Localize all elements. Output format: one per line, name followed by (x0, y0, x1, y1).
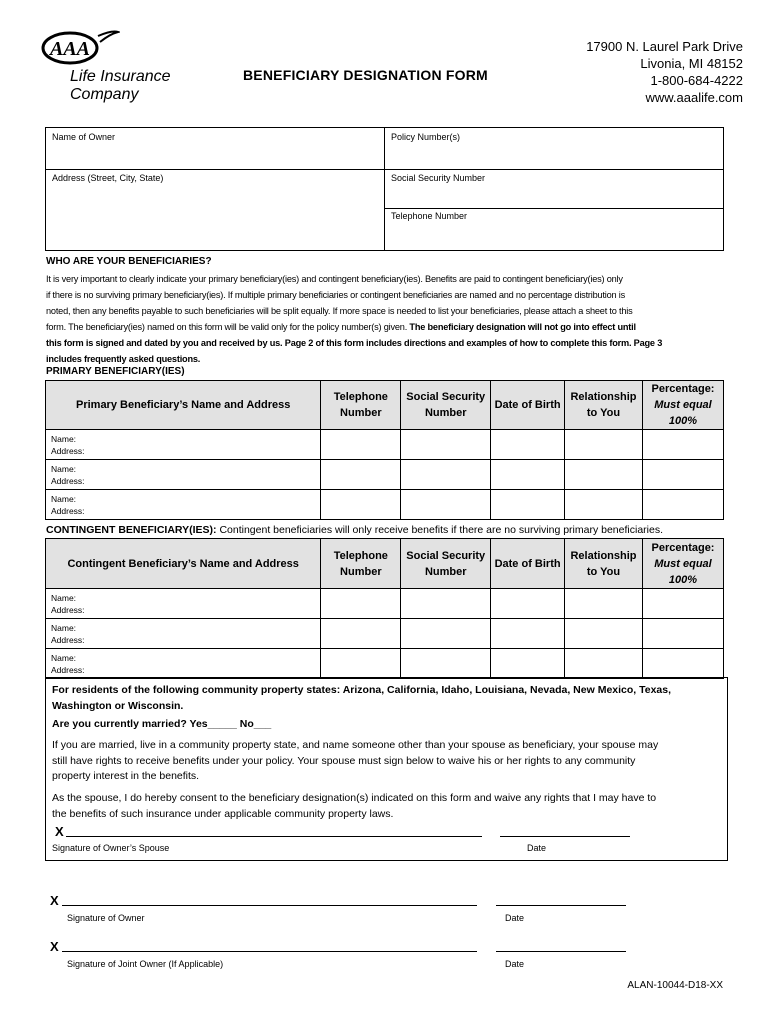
owner-date-caption: Date (505, 913, 525, 923)
policy-number-field[interactable]: Policy Number(s) (391, 132, 461, 142)
address-street: 17900 N. Laurel Park Drive (586, 39, 743, 54)
telephone-cell[interactable] (321, 490, 401, 520)
row-address-label: Address: (51, 604, 85, 615)
ssn-field[interactable]: Social Security Number (391, 173, 486, 183)
page-title: BENEFICIARY DESIGNATION FORM (243, 67, 488, 83)
form-code: ALAN-10044-D18-XX (627, 980, 723, 991)
dob-cell[interactable] (491, 430, 565, 460)
relationship-cell[interactable] (565, 619, 643, 649)
joint-owner-signature-caption: Signature of Joint Owner (If Applicable) (67, 959, 224, 969)
col-percentage (642, 539, 723, 589)
dob-cell[interactable] (491, 490, 565, 520)
name-address-cell[interactable] (46, 649, 321, 679)
spouse-sign-mark: X (55, 824, 64, 839)
relationship-cell[interactable] (565, 490, 643, 520)
row-name-label: Name: (51, 652, 77, 663)
states-line: For residents of the following community property states: Arizona, California, Idaho, Louisiana, Nevada, New Mexico, Texas, (52, 684, 672, 696)
ssn-cell[interactable] (401, 430, 491, 460)
joint-owner-sign-mark: X (50, 939, 59, 954)
intro-line: noted, then any benefits payable to such beneficiaries will be split equally. If more space is needed to list your beneficiaries, please attach a sheet to this (46, 306, 633, 316)
row-address-label: Address: (51, 505, 85, 516)
col-ssn: Social Security Number (401, 381, 491, 430)
table-row (46, 619, 724, 649)
percentage-cell[interactable] (642, 430, 723, 460)
intro-bold-text: includes frequently asked questions. (46, 354, 201, 364)
percentage-cell[interactable] (642, 589, 723, 619)
spouse-date-line[interactable] (500, 836, 630, 837)
dob-cell[interactable] (491, 460, 565, 490)
address-city: Livonia, MI 48152 (640, 56, 743, 71)
percentage-note: 100% (668, 573, 698, 586)
col-relationship: Relationship to You (565, 539, 643, 589)
contingent-beneficiary-heading (46, 524, 663, 536)
intro-line: if there is no surviving primary beneficiary(ies). If multiple primary beneficiaries or contingent beneficiaries are named and no percentage distribution is (46, 290, 626, 300)
row-name-label: Name: (51, 592, 77, 603)
percentage-label: Percentage: (651, 541, 715, 554)
paragraph-line: the benefits of such insurance under applicable community property laws. (52, 807, 394, 820)
address-phone: 1-800-684-4222 (650, 73, 743, 88)
ssn-cell[interactable] (401, 619, 491, 649)
table-row (46, 649, 724, 679)
spouse-signature-line[interactable] (66, 836, 482, 837)
spouse-date-caption: Date (527, 843, 547, 853)
primary-beneficiary-heading: PRIMARY BENEFICIARY(IES) (46, 366, 185, 377)
relationship-cell[interactable] (565, 430, 643, 460)
intro-line (46, 351, 724, 367)
owner-info-box (45, 127, 724, 251)
community-property-states (52, 683, 722, 714)
paragraph-line: still have rights to receive benefits under your policy. Your spouse must sign below to waive his or her rights to any community (52, 754, 636, 767)
owner-signature-line[interactable] (62, 905, 477, 906)
intro-line (46, 335, 724, 351)
owner-address-field[interactable]: Address (Street, City, State) (52, 173, 164, 183)
col-telephone: Telephone Number (321, 539, 401, 589)
married-question-text: Are you currently married? Yes_____ No___ (52, 718, 272, 730)
percentage-cell[interactable] (642, 460, 723, 490)
address-website: www.aaalife.com (645, 90, 743, 105)
percentage-cell[interactable] (642, 490, 723, 520)
primary-beneficiary-table (45, 380, 724, 520)
row-address-label: Address: (51, 664, 85, 675)
name-address-cell[interactable] (46, 490, 321, 520)
col-name-address: Contingent Beneficiary’s Name and Address (46, 539, 321, 589)
ssn-cell[interactable] (401, 589, 491, 619)
row-name-label: Name: (51, 463, 77, 474)
relationship-cell[interactable] (565, 649, 643, 679)
paragraph-line: property interest in the benefits. (52, 770, 200, 782)
telephone-cell[interactable] (321, 649, 401, 679)
company-name-line1: Life Insurance (70, 68, 171, 85)
row-name-label: Name: (51, 433, 77, 444)
dob-cell[interactable] (491, 589, 565, 619)
company-logo (40, 28, 180, 108)
owner-sign-mark: X (50, 893, 59, 908)
row-name-label: Name: (51, 493, 77, 504)
intro-bold-text: this form is signed and dated by you and received by us. Page 2 of this form includes directions and examples of how to complete this form. Page 3 (46, 338, 663, 348)
telephone-cell[interactable] (321, 619, 401, 649)
svg-text:AAA: AAA (49, 38, 91, 60)
states-line: Washington or Wisconsin. (52, 699, 184, 712)
company-name-line2: Company (70, 86, 139, 103)
paragraph-line: As the spouse, I do hereby consent to the beneficiary designation(s) indicated on this form and waive any rights that I may have to (52, 792, 657, 804)
row-address-label: Address: (51, 634, 85, 645)
joint-owner-signature-line[interactable] (62, 951, 477, 952)
ssn-cell[interactable] (401, 490, 491, 520)
col-ssn: Social Security Number (401, 539, 491, 589)
relationship-cell[interactable] (565, 460, 643, 490)
col-telephone: Telephone Number (321, 381, 401, 430)
telephone-cell[interactable] (321, 460, 401, 490)
percentage-cell[interactable] (642, 619, 723, 649)
col-dob: Date of Birth (491, 539, 565, 589)
owner-date-line[interactable] (496, 905, 626, 906)
dob-cell[interactable] (491, 619, 565, 649)
percentage-cell[interactable] (642, 649, 723, 679)
percentage-note: 100% (668, 415, 698, 427)
intro-line (46, 319, 724, 335)
name-address-cell[interactable] (46, 589, 321, 619)
owner-signature-caption: Signature of Owner (67, 913, 145, 923)
spouse-signature-caption: Signature of Owner’s Spouse (52, 843, 170, 853)
table-row (46, 430, 724, 460)
aaa-logo-icon (40, 28, 120, 70)
married-question[interactable] (52, 717, 722, 733)
beneficiaries-intro (46, 271, 724, 367)
intro-line: It is very important to clearly indicate your primary beneficiary(ies) and contingent beneficiary(ies). Benefits are paid to contingent beneficiary(ies) only (46, 274, 623, 284)
col-percentage (642, 381, 723, 430)
telephone-cell[interactable] (321, 589, 401, 619)
paragraph-line: If you are married, live in a community property state, and name someone other than your spouse as beneficiary, your spouse may (52, 739, 659, 751)
ssn-cell[interactable] (401, 460, 491, 490)
beneficiaries-heading: WHO ARE YOUR BENEFICIARIES? (46, 256, 212, 267)
percentage-label: Percentage: (651, 383, 715, 395)
dob-cell[interactable] (491, 649, 565, 679)
relationship-cell[interactable] (565, 589, 643, 619)
contingent-note: Contingent beneficiaries will only receive benefits if there are no surviving primary beneficiaries. (216, 524, 663, 536)
col-relationship: Relationship to You (565, 381, 643, 430)
ssn-cell[interactable] (401, 649, 491, 679)
telephone-field[interactable]: Telephone Number (391, 211, 468, 221)
intro-bold-text: The beneficiary designation will not go into effect until (409, 322, 636, 332)
col-dob: Date of Birth (491, 381, 565, 430)
contingent-beneficiary-table (45, 538, 724, 679)
row-name-label: Name: (51, 622, 77, 633)
name-address-cell[interactable] (46, 460, 321, 490)
table-row (46, 589, 724, 619)
row-address-label: Address: (51, 445, 85, 456)
telephone-cell[interactable] (321, 430, 401, 460)
percentage-note: Must equal (654, 557, 712, 570)
joint-owner-date-caption: Date (505, 959, 525, 969)
company-address (586, 38, 743, 106)
owner-name-field[interactable]: Name of Owner (52, 132, 116, 142)
name-address-cell[interactable] (46, 430, 321, 460)
community-property-paragraph-2 (52, 791, 722, 822)
table-row (46, 490, 724, 520)
contingent-heading-bold: CONTINGENT BENEFICIARY(IES): (46, 524, 217, 536)
joint-owner-date-line[interactable] (496, 951, 626, 952)
percentage-note: Must equal (654, 399, 712, 411)
row-address-label: Address: (51, 475, 85, 486)
table-row (46, 460, 724, 490)
community-property-paragraph-1 (52, 738, 722, 785)
name-address-cell[interactable] (46, 619, 321, 649)
intro-text: form. The beneficiary(ies) named on this form will be valid only for the policy number(s) given. (46, 322, 410, 332)
col-name-address: Primary Beneficiary’s Name and Address (46, 381, 321, 430)
